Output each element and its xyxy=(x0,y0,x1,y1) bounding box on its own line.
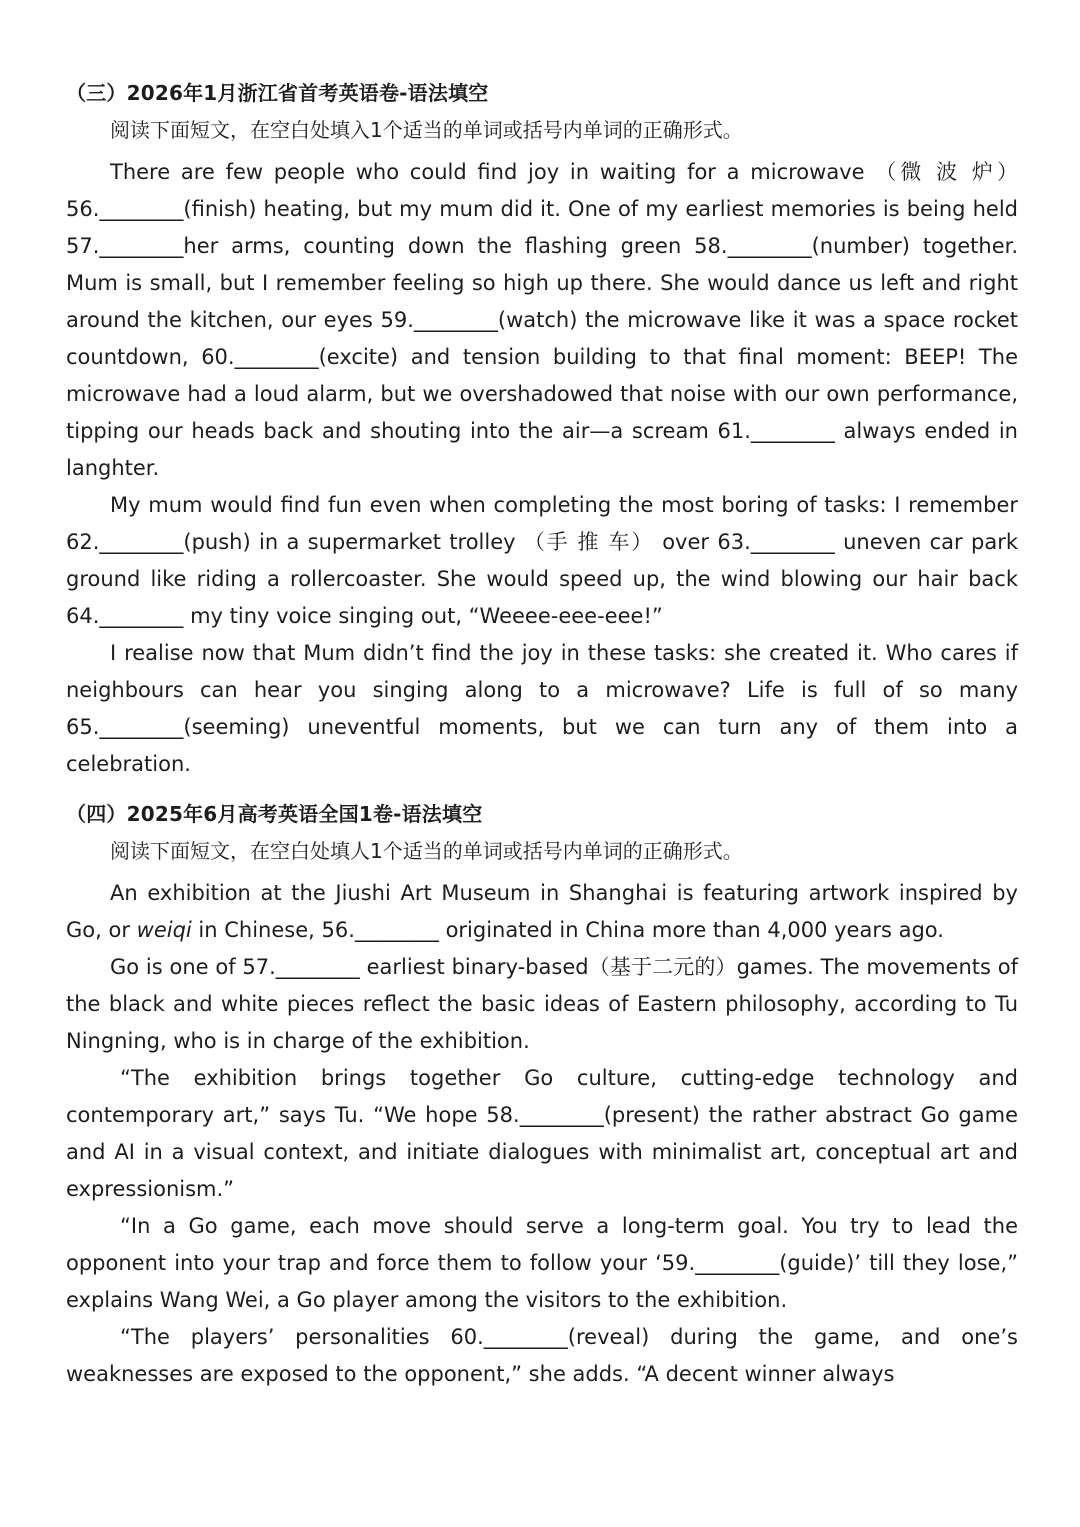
section-3-paragraph-1: There are few people who could find joy in waiting for a microwave （微 波 炉） 56.________(finish) heating, but my mum did it. One of my earliest memories is being held 57.________her arms, counting down the flashing green 58.________(number) together. Mum is small, but I remember feeling so high up there. She would dance us left and right around the kitchen, our eyes 59.________(watch) the microwave like it was a space rocket countdown, 60.________(excite) and tension building to that final moment: BEEP! The microwave had a loud alarm, but we overshadowed that noise with our own performance, tipping our heads back and shouting into the air—a scream 61.________ always ended in langhter. xyxy=(66,160,1018,480)
section-3-paragraph-3: I realise now that Mum didn’t find the joy in these tasks: she created it. Who cares if neighbours can hear you singing along to a microwave? Life is full of so many 65.________(seeming) uneventful moments, but we can turn any of them into a celebration. xyxy=(66,641,1018,776)
section-4-paragraph-2: Go is one of 57.________ earliest binary-based（基于二元的）games. The movements of the black and white pieces reflect the basic ideas of Eastern philosophy, according to Tu Ningning, who is in charge of the exhibition. xyxy=(66,955,1018,1053)
section-4-instruction: 阅读下面短文，在空白处填人1个适当的单词或括号内单词的正确形式。 xyxy=(110,839,743,863)
section-4-paragraph-1-text-b: in Chinese, 56.________ originated in China more than 4,000 years ago. xyxy=(191,918,944,942)
section-4-heading: （四）2025年6月高考英语全国1卷-语法填空 xyxy=(66,802,483,826)
section-3-paragraph-2: My mum would find fun even when completing the most boring of tasks: I remember 62.________(push) in a supermarket trolley （手 推 车） over 63.________ uneven car park ground like riding a rollercoaster. She would speed up, the wind blowing our hair back 64.________ my tiny voice singing out, “Weeee-eee-eee!” xyxy=(66,493,1018,628)
section-4-paragraph-1-text-a: An exhibition at the Jiushi Art Museum in Shanghai is featuring artwork inspired by Go, or xyxy=(66,881,1018,942)
section-4-paragraph-1 xyxy=(66,875,1018,949)
section-3-heading: （三）2026年1月浙江省首考英语卷-语法填空 xyxy=(66,81,489,105)
section-4-paragraph-1-italic: weiqi xyxy=(136,918,192,942)
section-4-paragraph-4: “In a Go game, each move should serve a long-term goal. You try to lead the opponent into your trap and force them to follow your ‘59.________(guide)’ till they lose,” explains Wang Wei, a Go player among the visitors to the exhibition. xyxy=(66,1214,1018,1312)
section-divider xyxy=(66,783,1018,799)
section-4-paragraph-3: “The exhibition brings together Go culture, cutting-edge technology and contemporary art,” says Tu. “We hope 58.________(present) the rather abstract Go game and AI in a visual context, and initiate dialogues with minimalist art, conceptual art and expressionism.” xyxy=(66,1066,1018,1201)
section-4-paragraph-5: “The players’ personalities 60.________(reveal) during the game, and one’s weaknesses are exposed to the opponent,” she adds. “A decent winner always xyxy=(66,1325,1018,1386)
section-3-instruction: 阅读下面短文，在空白处填入1个适当的单词或括号内单词的正确形式。 xyxy=(110,118,743,142)
